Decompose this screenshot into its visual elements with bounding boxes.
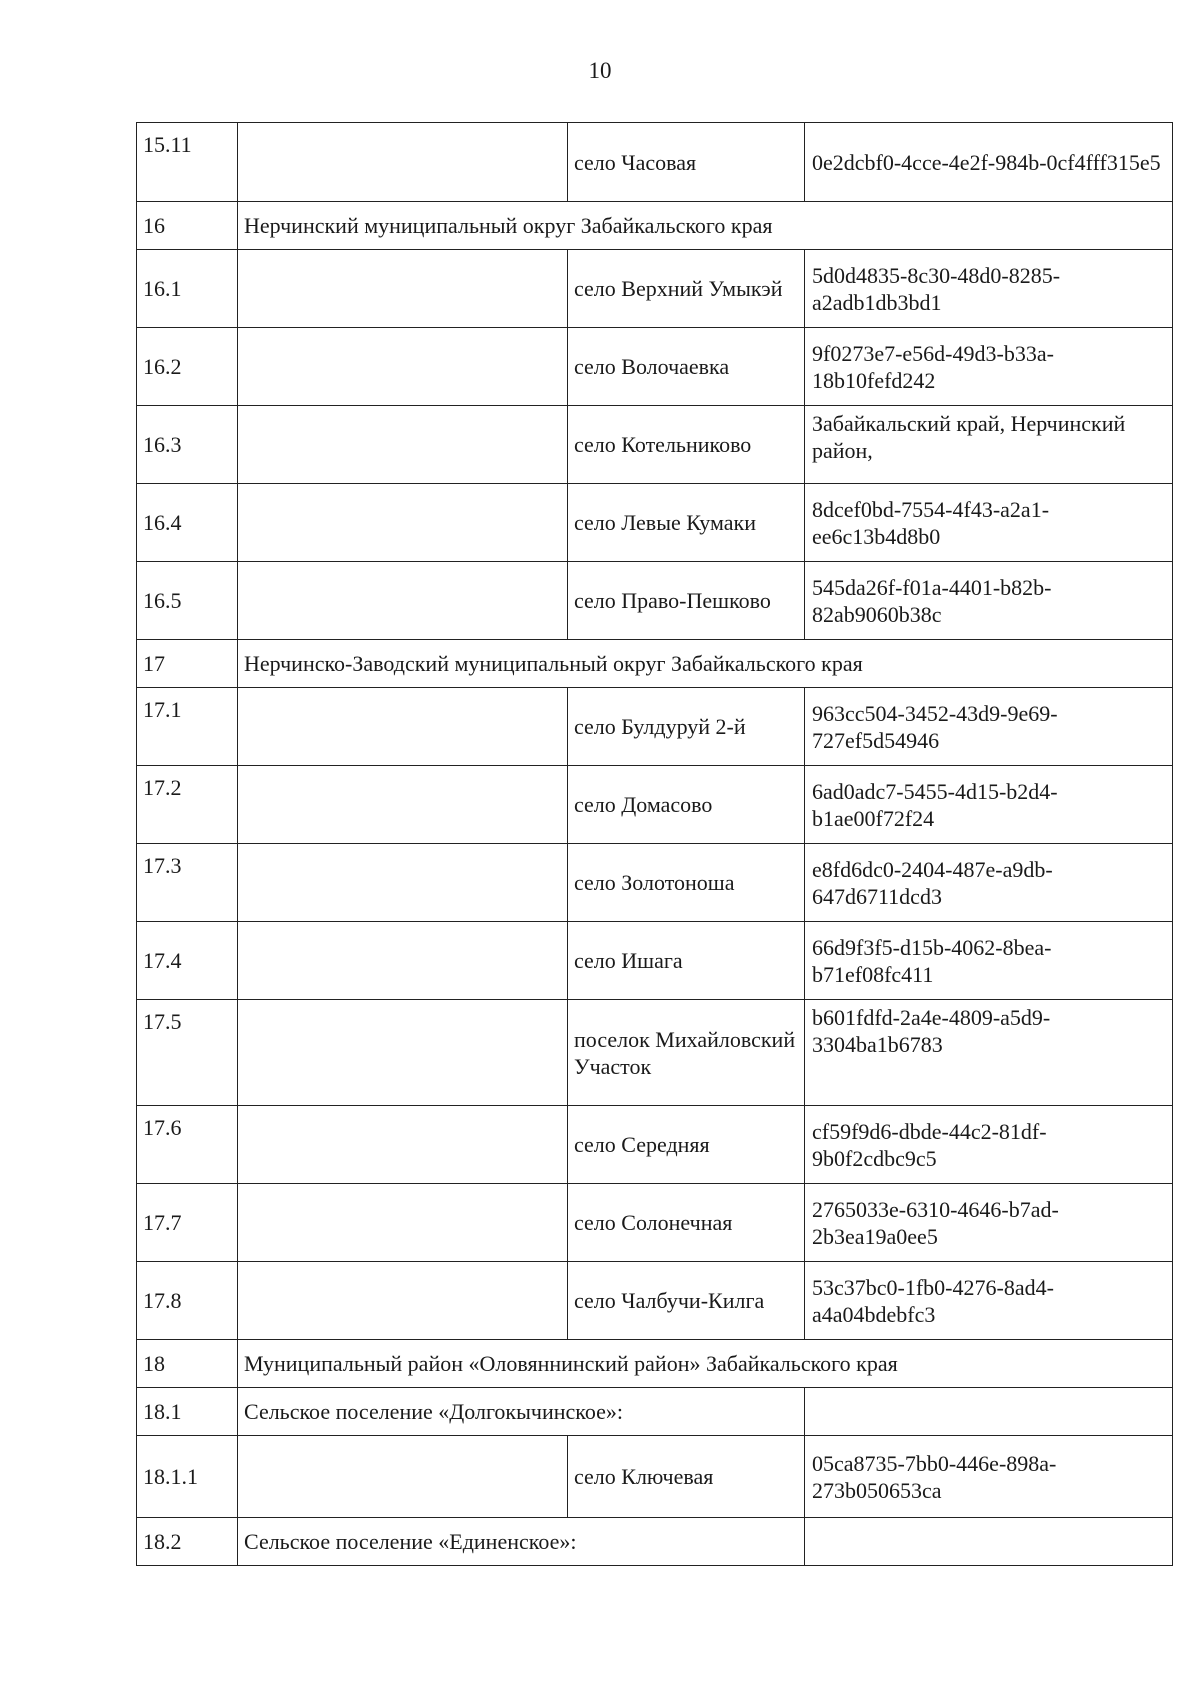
settlement-name: село Домасово [568, 766, 805, 844]
settlement-name: село Солонечная [568, 1184, 805, 1262]
fias-code: 963cc504-3452-43d9-9e69-727ef5d54946 [805, 688, 1173, 766]
empty-cell [238, 250, 568, 328]
table-row [137, 766, 1173, 844]
settlement-name: село Право-Пешково [568, 562, 805, 640]
row-number: 15.11 [137, 123, 238, 202]
fias-code: e8fd6dc0-2404-487e-a9db-647d6711dcd3 [805, 844, 1173, 922]
fias-code: 8dcef0bd-7554-4f43-a2a1-ee6c13b4d8b0 [805, 484, 1173, 562]
row-number: 17.1 [137, 688, 238, 766]
table-row [137, 484, 1173, 562]
table-row [137, 328, 1173, 406]
section-title: Нерчинский муниципальный округ Забайкальского края [238, 202, 1173, 250]
row-number: 18 [137, 1340, 238, 1388]
fias-code: 9f0273e7-e56d-49d3-b33a-18b10fefd242 [805, 328, 1173, 406]
settlement-name: село Котельниково [568, 406, 805, 484]
row-number: 16.3 [137, 406, 238, 484]
settlement-name: село Ключевая [568, 1436, 805, 1518]
subsection-row [137, 1518, 1173, 1566]
empty-cell [238, 1184, 568, 1262]
subsection-title: Сельское поселение «Единенское»: [238, 1518, 805, 1566]
row-number: 18.1.1 [137, 1436, 238, 1518]
empty-cell [805, 1388, 1173, 1436]
row-number: 16.2 [137, 328, 238, 406]
empty-cell [238, 844, 568, 922]
fias-code: 53c37bc0-1fb0-4276-8ad4-a4a04bdebfc3 [805, 1262, 1173, 1340]
row-number: 17.5 [137, 1000, 238, 1106]
table-row [137, 1184, 1173, 1262]
empty-cell [238, 123, 568, 202]
row-number: 17.8 [137, 1262, 238, 1340]
fias-code: Забайкальский край, Нерчинский район, [805, 406, 1173, 484]
fias-code: 2765033e-6310-4646-b7ad-2b3ea19a0ee5 [805, 1184, 1173, 1262]
row-number: 16.1 [137, 250, 238, 328]
row-number: 18.2 [137, 1518, 238, 1566]
row-number: 16 [137, 202, 238, 250]
fias-code: 0e2dcbf0-4cce-4e2f-984b-0cf4fff315e5 [805, 123, 1173, 202]
table-row [137, 688, 1173, 766]
page-number: 10 [588, 58, 612, 83]
subsection-title: Сельское поселение «Долгокычинское»: [238, 1388, 805, 1436]
row-number: 16.5 [137, 562, 238, 640]
section-title: Нерчинско-Заводский муниципальный округ Забайкальского края [238, 640, 1173, 688]
fias-code: 5d0d4835-8c30-48d0-8285-a2adb1db3bd1 [805, 250, 1173, 328]
fias-code: cf59f9d6-dbde-44c2-81df-9b0f2cdbc9c5 [805, 1106, 1173, 1184]
empty-cell [238, 922, 568, 1000]
empty-cell [805, 1518, 1173, 1566]
settlement-name: село Ишага [568, 922, 805, 1000]
fias-code: 66d9f3f5-d15b-4062-8bea-b71ef08fc411 [805, 922, 1173, 1000]
settlement-name: село Чалбучи-Килга [568, 1262, 805, 1340]
section-row [137, 640, 1173, 688]
table-row [137, 844, 1173, 922]
table-row [137, 1262, 1173, 1340]
empty-cell [238, 1262, 568, 1340]
fias-code: b601fdfd-2a4e-4809-a5d9-3304ba1b6783 [805, 1000, 1173, 1106]
settlement-name: село Булдуруй 2-й [568, 688, 805, 766]
section-row [137, 202, 1173, 250]
empty-cell [238, 766, 568, 844]
table-row [137, 250, 1173, 328]
empty-cell [238, 1436, 568, 1518]
row-number: 17.3 [137, 844, 238, 922]
settlement-name: село Золотоноша [568, 844, 805, 922]
table-row [137, 1436, 1173, 1518]
table-row [137, 1106, 1173, 1184]
fias-code: 545da26f-f01a-4401-b82b-82ab9060b38c [805, 562, 1173, 640]
settlement-name: поселок Михайловский Участок [568, 1000, 805, 1106]
table-row [137, 1000, 1173, 1106]
settlement-name: село Часовая [568, 123, 805, 202]
empty-cell [238, 406, 568, 484]
row-number: 18.1 [137, 1388, 238, 1436]
table-row [137, 922, 1173, 1000]
empty-cell [238, 328, 568, 406]
empty-cell [238, 1106, 568, 1184]
settlement-name: село Верхний Умыкэй [568, 250, 805, 328]
section-title: Муниципальный район «Оловяннинский район» Забайкальского края [238, 1340, 1173, 1388]
row-number: 17.6 [137, 1106, 238, 1184]
empty-cell [238, 688, 568, 766]
empty-cell [238, 562, 568, 640]
row-number: 17.2 [137, 766, 238, 844]
settlement-name: село Середняя [568, 1106, 805, 1184]
row-number: 17.4 [137, 922, 238, 1000]
settlement-name: село Левые Кумаки [568, 484, 805, 562]
fias-code: 6ad0adc7-5455-4d15-b2d4-b1ae00f72f24 [805, 766, 1173, 844]
table-row [137, 406, 1173, 484]
row-number: 17.7 [137, 1184, 238, 1262]
row-number: 17 [137, 640, 238, 688]
empty-cell [238, 484, 568, 562]
empty-cell [238, 1000, 568, 1106]
table-row [137, 123, 1173, 202]
row-number: 16.4 [137, 484, 238, 562]
section-row [137, 1340, 1173, 1388]
settlement-name: село Волочаевка [568, 328, 805, 406]
table-row [137, 562, 1173, 640]
subsection-row [137, 1388, 1173, 1436]
settlements-table [136, 122, 1173, 1566]
fias-code: 05ca8735-7bb0-446e-898a-273b050653ca [805, 1436, 1173, 1518]
